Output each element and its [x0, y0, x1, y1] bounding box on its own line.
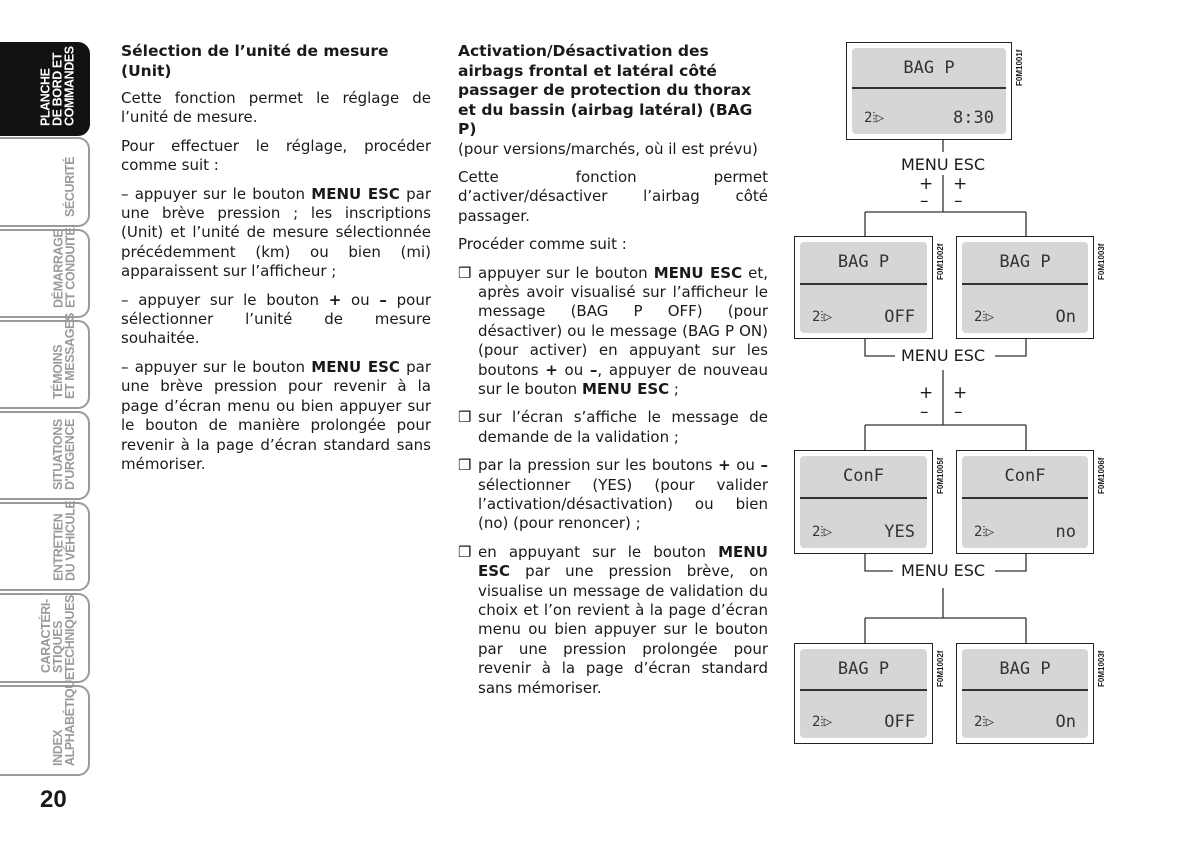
screen-value: OFF — [884, 307, 915, 327]
paragraph: Pour effectuer le réglage, procéder comme suit : — [121, 136, 431, 175]
passenger-airbag-icon: 2⦙▷ — [812, 524, 832, 540]
screen-value: On — [1055, 307, 1076, 327]
display-screen — [846, 42, 1012, 140]
paragraph: – appuyer sur le bouton MENU ESC par une brève pression ; les inscriptions (Unit) et l’unité de mesure sélectionnée précédemment (km) ou bien (mi) apparaissent sur l’afficheur ; — [121, 184, 432, 281]
screen-title: ConF — [1004, 466, 1046, 486]
screen-title: BAG P — [837, 252, 890, 272]
display-screen — [956, 236, 1094, 339]
subtitle: (pour versions/marchés, où il est prévu) — [458, 139, 758, 158]
section-tab-label: ENTRETIEN DU VÉHICULE — [51, 500, 77, 581]
paragraph: Cette fonction permet le réglage de l’unité de mesure. — [121, 89, 431, 127]
section-tab-label: DÉMARRAGE ET CONDUITE — [51, 227, 77, 308]
display-screen — [794, 643, 933, 744]
paragraph: – appuyer sur le bouton MENU ESC par une brève pression pour revenir à la page d’écran menu ou bien appuyer sur le bouton de manière prolongée pour revenir à la page d’écran standard sans mémoriser. — [121, 357, 432, 473]
list-item: ❒ par la pression sur les boutons + ou – sélectionner (YES) (pour valider l’activation/désactivation) ou bien (no) (pour renoncer) ; — [458, 456, 768, 533]
minus-label: – — [954, 402, 963, 422]
figure-code: F0M1003f — [1097, 243, 1106, 280]
figure-code: F0M1003f — [1097, 650, 1106, 687]
section-tab-label: TÉMOINS ET MESSAGES — [51, 313, 77, 399]
section-tab-label: INDEX ALPHABÉTIQUE — [51, 672, 77, 766]
figure-code: F0M1002f — [936, 650, 945, 687]
list-item: ❒ en appuyant sur le bouton MENU ESC par une pression brève, on visualise un message de validation du choix et l’on revient à la page d’écran menu ou bien appuyer sur le bouton par une pression prolongée pour revenir à la page d’écran standard sans mémoriser. — [458, 542, 768, 697]
display-screen — [794, 450, 933, 554]
screen-value: On — [1055, 712, 1076, 732]
section-tab-label: SITUATIONS D'URGENCE — [51, 419, 77, 490]
plus-label: + — [953, 383, 968, 403]
paragraph: Procéder comme suit : — [458, 235, 627, 254]
passenger-airbag-icon: 2⦙▷ — [974, 524, 994, 540]
passenger-airbag-icon: 2⦙▷ — [974, 309, 994, 325]
screen-value: YES — [884, 522, 915, 542]
screen-title: BAG P — [837, 659, 890, 679]
minus-label: – — [920, 191, 929, 211]
plus-label: + — [919, 174, 934, 194]
minus-label: – — [954, 191, 963, 211]
screen-title: BAG P — [903, 58, 955, 78]
list-item: ❒ appuyer sur le bouton MENU ESC et, après avoir visualisé sur l’afficheur le message (BAG P OFF) (pour désactiver) ou le message (BAG P ON) (pour activer) en appuyant sur les boutons + ou –, appuyer de nouveau sur le bouton MENU ESC ; — [458, 263, 768, 398]
section-tab-label: PLANCHE DE BORD ET COMMANDES — [39, 46, 77, 126]
paragraph: Cette fonction permet d’activer/désactiver l’airbag côté passager. — [458, 167, 768, 225]
screen-value: OFF — [884, 712, 915, 732]
screen-title: BAG P — [999, 659, 1051, 679]
menu-esc-label: MENU ESC — [898, 155, 988, 174]
passenger-airbag-icon: 2⦙▷ — [864, 110, 884, 126]
passenger-airbag-icon: 2⦙▷ — [812, 714, 832, 730]
screen-value: no — [1055, 522, 1076, 542]
figure-code: F0M1002f — [936, 243, 945, 280]
menu-esc-label: MENU ESC — [898, 561, 988, 580]
section-title: Sélection de l’unité de mesure (Unit) — [121, 42, 389, 80]
display-screen — [956, 450, 1094, 554]
screen-title: BAG P — [999, 252, 1051, 272]
screen-value: 8:30 — [953, 108, 994, 128]
paragraph: – appuyer sur le bouton + ou – pour sélectionner l’unité de mesure souhaitée. — [121, 290, 431, 348]
figure-code: F0M1001f — [1015, 49, 1024, 86]
plus-label: + — [953, 174, 968, 194]
plus-label: + — [919, 383, 934, 403]
page-number: 20 — [40, 786, 67, 813]
section-title: Activation/Désactivation des airbags frontal et latéral côté passager de protection du thorax et du bassin (airbag latéral) (BAG P) — [458, 42, 753, 138]
display-screen — [794, 236, 933, 339]
passenger-airbag-icon: 2⦙▷ — [974, 714, 994, 730]
menu-esc-label: MENU ESC — [898, 346, 988, 365]
list-item: ❒ sur l’écran s’affiche le message de demande de la validation ; — [458, 408, 768, 446]
section-tab-label: CARACTÉRI- STIQUES TECHNIQUES — [39, 595, 77, 673]
display-screen — [956, 643, 1094, 744]
passenger-airbag-icon: 2⦙▷ — [812, 309, 832, 325]
screen-title: ConF — [843, 466, 884, 486]
figure-code: F0M1005f — [936, 457, 945, 494]
minus-label: – — [920, 402, 929, 422]
figure-code: F0M1006f — [1097, 457, 1106, 494]
section-tab-label: SÉCURITÉ — [63, 156, 77, 217]
